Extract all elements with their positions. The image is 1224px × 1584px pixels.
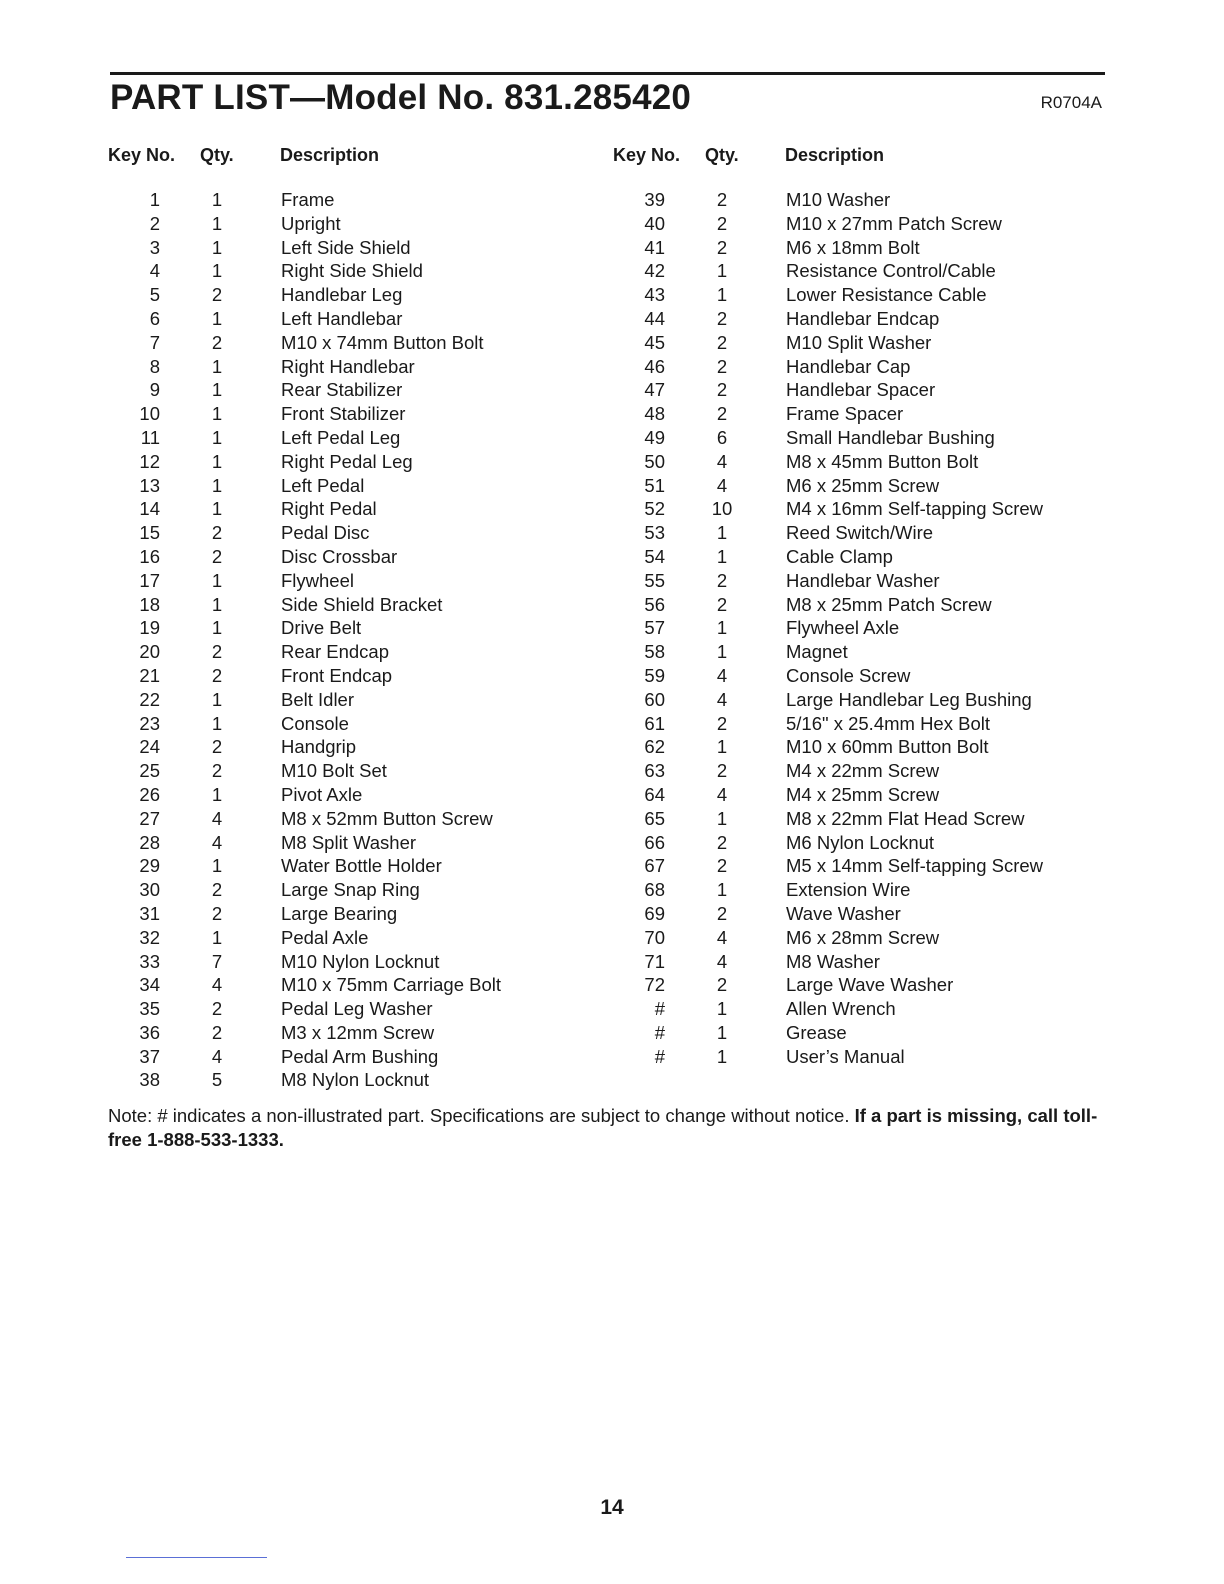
- part-description: Rear Endcap: [281, 641, 389, 663]
- part-description: M6 x 18mm Bolt: [786, 236, 920, 258]
- part-description: Large Bearing: [281, 902, 398, 924]
- part-key-no: #: [654, 1045, 665, 1067]
- part-key-no: 59: [644, 664, 665, 686]
- part-qty: 1: [211, 260, 223, 282]
- part-qty: 1: [716, 1045, 728, 1067]
- key-no-header: Key No.: [108, 145, 176, 165]
- part-qty: 1: [716, 522, 728, 544]
- part-key-no: 45: [644, 331, 665, 353]
- part-description: M10 Split Washer: [786, 331, 932, 353]
- part-qty: 2: [716, 189, 728, 210]
- part-description: Left Pedal Leg: [281, 426, 401, 448]
- part-key-no: 21: [139, 664, 160, 686]
- part-qty: 1: [211, 236, 223, 258]
- part-qty: 2: [211, 902, 223, 924]
- part-qty: 7: [211, 950, 223, 972]
- part-key-no: 61: [644, 712, 665, 734]
- part-description: User’s Manual: [786, 1045, 905, 1067]
- part-description: Lower Resistance Cable: [786, 284, 987, 306]
- part-key-no: 10: [139, 403, 160, 425]
- part-qty: 4: [716, 950, 728, 972]
- part-qty: 1: [716, 260, 728, 282]
- part-key-no: 26: [139, 783, 160, 805]
- part-key-no: 46: [644, 355, 665, 377]
- part-qty: 1: [211, 855, 223, 877]
- part-key-no: 22: [139, 688, 160, 710]
- part-description: Right Handlebar: [281, 355, 415, 377]
- page-title: PART LIST—Model No. 831.285420: [110, 78, 692, 117]
- part-description: Handlebar Washer: [786, 569, 940, 591]
- part-description: Left Pedal: [281, 474, 365, 496]
- part-key-no: 19: [139, 617, 160, 639]
- part-key-no: 69: [644, 902, 665, 924]
- part-key-no: 6: [149, 307, 160, 329]
- part-qty: 2: [716, 974, 728, 996]
- part-description: M8 Nylon Locknut: [281, 1069, 430, 1091]
- part-qty: 2: [211, 522, 223, 544]
- part-qty: 2: [211, 331, 223, 353]
- part-qty: 4: [716, 450, 728, 472]
- part-qty: 2: [716, 379, 728, 401]
- part-key-no: 12: [139, 450, 160, 472]
- part-key-no: 18: [139, 593, 160, 615]
- part-key-no: 57: [644, 617, 665, 639]
- part-description: Console Screw: [786, 664, 911, 686]
- part-key-no: 3: [149, 236, 160, 258]
- part-description: Right Side Shield: [281, 260, 423, 282]
- part-description: M4 x 16mm Self-tapping Screw: [786, 498, 1044, 520]
- part-key-no: 48: [644, 403, 665, 425]
- description-header: Description: [280, 145, 380, 165]
- part-key-no: 36: [139, 1021, 160, 1043]
- part-description: M8 x 52mm Button Screw: [281, 807, 493, 829]
- part-key-no: 20: [139, 641, 160, 663]
- part-description: Right Pedal: [281, 498, 377, 520]
- part-qty: 2: [716, 569, 728, 591]
- part-qty: 2: [211, 998, 223, 1020]
- part-qty: 1: [211, 355, 223, 377]
- part-description: M6 Nylon Locknut: [786, 831, 935, 853]
- part-description: M8 x 25mm Patch Screw: [786, 593, 992, 615]
- part-description: M6 x 28mm Screw: [786, 926, 940, 948]
- part-description: M4 x 25mm Screw: [786, 783, 940, 805]
- part-key-no: 34: [139, 974, 160, 996]
- part-key-no: 35: [139, 998, 160, 1020]
- part-qty: 2: [716, 712, 728, 734]
- part-key-no: 41: [644, 236, 665, 258]
- part-description: Handlebar Cap: [786, 355, 911, 377]
- part-key-no: 13: [139, 474, 160, 496]
- part-qty: 1: [211, 474, 223, 496]
- part-qty: 1: [211, 783, 223, 805]
- title-rule: [110, 72, 1105, 75]
- part-qty: 1: [716, 736, 728, 758]
- part-qty: 1: [211, 379, 223, 401]
- part-key-no: 25: [139, 760, 160, 782]
- part-qty: 2: [716, 355, 728, 377]
- part-key-no: #: [654, 1021, 665, 1043]
- part-key-no: 31: [139, 902, 160, 924]
- part-key-no: 68: [644, 879, 665, 901]
- part-qty: 1: [211, 712, 223, 734]
- part-key-no: 5: [149, 284, 160, 306]
- part-key-no: 49: [644, 426, 665, 448]
- part-qty: 4: [716, 783, 728, 805]
- part-key-no: 55: [644, 569, 665, 591]
- part-qty: 1: [716, 641, 728, 663]
- part-qty: 2: [716, 331, 728, 353]
- part-qty: 4: [716, 926, 728, 948]
- part-key-no: 38: [139, 1069, 160, 1091]
- part-description: M10 x 75mm Carriage Bolt: [281, 974, 502, 996]
- part-description: Grease: [786, 1021, 847, 1043]
- part-key-no: 66: [644, 831, 665, 853]
- part-description: Handlebar Leg: [281, 284, 403, 306]
- part-key-no: 40: [644, 212, 665, 234]
- part-description: Handgrip: [281, 736, 357, 758]
- description-header: Description: [785, 145, 885, 165]
- part-description: M8 Washer: [786, 950, 880, 972]
- part-description: M10 x 60mm Button Bolt: [786, 736, 989, 758]
- missing-part-callout: If a part is missing, call toll-free 1-888-533-1333.: [108, 1105, 1098, 1150]
- part-qty: 2: [716, 307, 728, 329]
- part-description: M8 x 45mm Button Bolt: [786, 450, 979, 472]
- part-qty: 2: [211, 664, 223, 686]
- part-key-no: 1: [149, 189, 160, 210]
- part-description: M10 x 27mm Patch Screw: [786, 212, 1002, 234]
- part-description: Handlebar Endcap: [786, 307, 940, 329]
- part-qty: 2: [211, 879, 223, 901]
- part-key-no: 58: [644, 641, 665, 663]
- part-description: Left Handlebar: [281, 307, 403, 329]
- part-description: Side Shield Bracket: [281, 593, 443, 615]
- part-key-no: 7: [149, 331, 160, 353]
- part-key-no: 43: [644, 284, 665, 306]
- part-qty: 2: [716, 593, 728, 615]
- part-key-no: 62: [644, 736, 665, 758]
- part-description: Belt Idler: [281, 688, 355, 710]
- part-key-no: 27: [139, 807, 160, 829]
- key-no-header: Key No.: [613, 145, 681, 165]
- part-description: 5/16" x 25.4mm Hex Bolt: [786, 712, 990, 734]
- part-qty: 2: [716, 855, 728, 877]
- part-key-no: 60: [644, 688, 665, 710]
- part-description: Disc Crossbar: [281, 545, 398, 567]
- part-qty: 2: [211, 641, 223, 663]
- part-key-no: #: [654, 998, 665, 1020]
- part-description: Water Bottle Holder: [281, 855, 442, 877]
- part-key-no: 30: [139, 879, 160, 901]
- part-key-no: 4: [149, 260, 160, 282]
- part-qty: 2: [211, 736, 223, 758]
- part-description: Flywheel Axle: [786, 617, 900, 639]
- part-qty: 2: [211, 1021, 223, 1043]
- part-description: Magnet: [786, 641, 848, 663]
- part-key-no: 54: [644, 545, 665, 567]
- part-qty: 2: [211, 545, 223, 567]
- part-description: M5 x 14mm Self-tapping Screw: [786, 855, 1044, 877]
- part-description: M6 x 25mm Screw: [786, 474, 940, 496]
- part-qty: 2: [716, 831, 728, 853]
- part-qty: 2: [716, 212, 728, 234]
- part-key-no: 15: [139, 522, 160, 544]
- part-description: Cable Clamp: [786, 545, 893, 567]
- part-key-no: 24: [139, 736, 160, 758]
- part-qty: 1: [716, 879, 728, 901]
- part-qty: 1: [211, 593, 223, 615]
- part-description: Resistance Control/Cable: [786, 260, 996, 282]
- part-key-no: 32: [139, 926, 160, 948]
- part-key-no: 56: [644, 593, 665, 615]
- part-key-no: 44: [644, 307, 665, 329]
- part-qty: 1: [211, 403, 223, 425]
- part-qty: 5: [211, 1069, 223, 1091]
- part-qty: 4: [211, 1045, 223, 1067]
- part-qty: 6: [716, 426, 728, 448]
- part-description: Handlebar Spacer: [786, 379, 936, 401]
- part-key-no: 42: [644, 260, 665, 282]
- part-description: Large Handlebar Leg Bushing: [786, 688, 1032, 710]
- part-qty: 1: [211, 212, 223, 234]
- part-qty: 2: [716, 403, 728, 425]
- part-description: Small Handlebar Bushing: [786, 426, 995, 448]
- part-description: Pedal Arm Bushing: [281, 1045, 439, 1067]
- part-key-no: 52: [644, 498, 665, 520]
- part-description: M8 x 22mm Flat Head Screw: [786, 807, 1025, 829]
- part-key-no: 39: [644, 189, 665, 210]
- part-description: Pedal Axle: [281, 926, 369, 948]
- part-description: Large Snap Ring: [281, 879, 420, 901]
- part-description: M10 x 74mm Button Bolt: [281, 331, 484, 353]
- part-key-no: 64: [644, 783, 665, 805]
- part-qty: 4: [716, 688, 728, 710]
- part-qty: 1: [211, 498, 223, 520]
- part-key-no: 67: [644, 855, 665, 877]
- part-key-no: 72: [644, 974, 665, 996]
- part-description: Console: [281, 712, 349, 734]
- part-qty: 1: [211, 569, 223, 591]
- part-qty: 2: [211, 760, 223, 782]
- part-description: Frame Spacer: [786, 403, 904, 425]
- part-key-no: 51: [644, 474, 665, 496]
- part-key-no: 71: [644, 950, 665, 972]
- part-qty: 2: [716, 236, 728, 258]
- part-qty: 1: [211, 189, 223, 210]
- part-qty: 2: [716, 902, 728, 924]
- part-description: Pedal Leg Washer: [281, 998, 433, 1020]
- part-description: Flywheel: [281, 569, 354, 591]
- part-description: Drive Belt: [281, 617, 362, 639]
- part-description: Frame: [281, 189, 335, 210]
- part-qty: 4: [211, 831, 223, 853]
- part-qty: 1: [211, 426, 223, 448]
- part-qty: 1: [716, 617, 728, 639]
- part-qty: 10: [711, 498, 733, 520]
- part-description: Right Pedal Leg: [281, 450, 413, 472]
- part-description: M3 x 12mm Screw: [281, 1021, 435, 1043]
- part-qty: 1: [716, 807, 728, 829]
- footnote: [108, 1104, 1108, 1152]
- part-qty: 2: [211, 284, 223, 306]
- part-description: Front Endcap: [281, 664, 393, 686]
- part-key-no: 14: [139, 498, 160, 520]
- part-key-no: 33: [139, 950, 160, 972]
- part-key-no: 9: [149, 379, 160, 401]
- part-description: Left Side Shield: [281, 236, 411, 258]
- part-description: Pivot Axle: [281, 783, 363, 805]
- part-qty: 2: [716, 760, 728, 782]
- part-description: Large Wave Washer: [786, 974, 954, 996]
- part-key-no: 47: [644, 379, 665, 401]
- part-description: M10 Washer: [786, 189, 891, 210]
- part-qty: 1: [211, 307, 223, 329]
- part-qty: 1: [716, 1021, 728, 1043]
- part-key-no: 23: [139, 712, 160, 734]
- part-description: Reed Switch/Wire: [786, 522, 934, 544]
- part-description: Wave Washer: [786, 902, 901, 924]
- part-key-no: 16: [139, 545, 160, 567]
- part-qty: 1: [716, 284, 728, 306]
- part-description: M10 Nylon Locknut: [281, 950, 440, 972]
- part-description: M4 x 22mm Screw: [786, 760, 940, 782]
- part-key-no: 2: [149, 212, 160, 234]
- part-key-no: 53: [644, 522, 665, 544]
- part-qty: 1: [211, 926, 223, 948]
- part-description: Extension Wire: [786, 879, 911, 901]
- page-number: 14: [600, 1496, 624, 1519]
- part-qty: 4: [211, 974, 223, 996]
- part-qty: 1: [716, 545, 728, 567]
- bottom-rule: [126, 1557, 267, 1558]
- part-key-no: 17: [139, 569, 160, 591]
- part-description: Pedal Disc: [281, 522, 370, 544]
- part-key-no: 29: [139, 855, 160, 877]
- part-description: Front Stabilizer: [281, 403, 406, 425]
- part-key-no: 63: [644, 760, 665, 782]
- part-key-no: 8: [149, 355, 160, 377]
- part-description: Allen Wrench: [786, 998, 896, 1020]
- part-key-no: 50: [644, 450, 665, 472]
- part-qty: 1: [211, 450, 223, 472]
- part-description: Upright: [281, 212, 341, 234]
- part-key-no: 11: [140, 426, 160, 448]
- part-description: M10 Bolt Set: [281, 760, 387, 782]
- footnote-text: Note: # indicates a non-illustrated part. Specifications are subject to change without notice.: [108, 1105, 855, 1126]
- part-qty: 4: [716, 664, 728, 686]
- qty-header: Qty.: [705, 145, 739, 165]
- part-description: M8 Split Washer: [281, 831, 417, 853]
- part-key-no: 28: [139, 831, 160, 853]
- part-qty: 1: [716, 998, 728, 1020]
- part-qty: 4: [211, 807, 223, 829]
- qty-header: Qty.: [200, 145, 234, 165]
- part-key-no: 65: [644, 807, 665, 829]
- part-qty: 4: [716, 474, 728, 496]
- part-key-no: 70: [644, 926, 665, 948]
- part-description: Rear Stabilizer: [281, 379, 403, 401]
- part-qty: 1: [211, 617, 223, 639]
- part-key-no: 37: [139, 1045, 160, 1067]
- part-qty: 1: [211, 688, 223, 710]
- document-code: R0704A: [1040, 93, 1102, 112]
